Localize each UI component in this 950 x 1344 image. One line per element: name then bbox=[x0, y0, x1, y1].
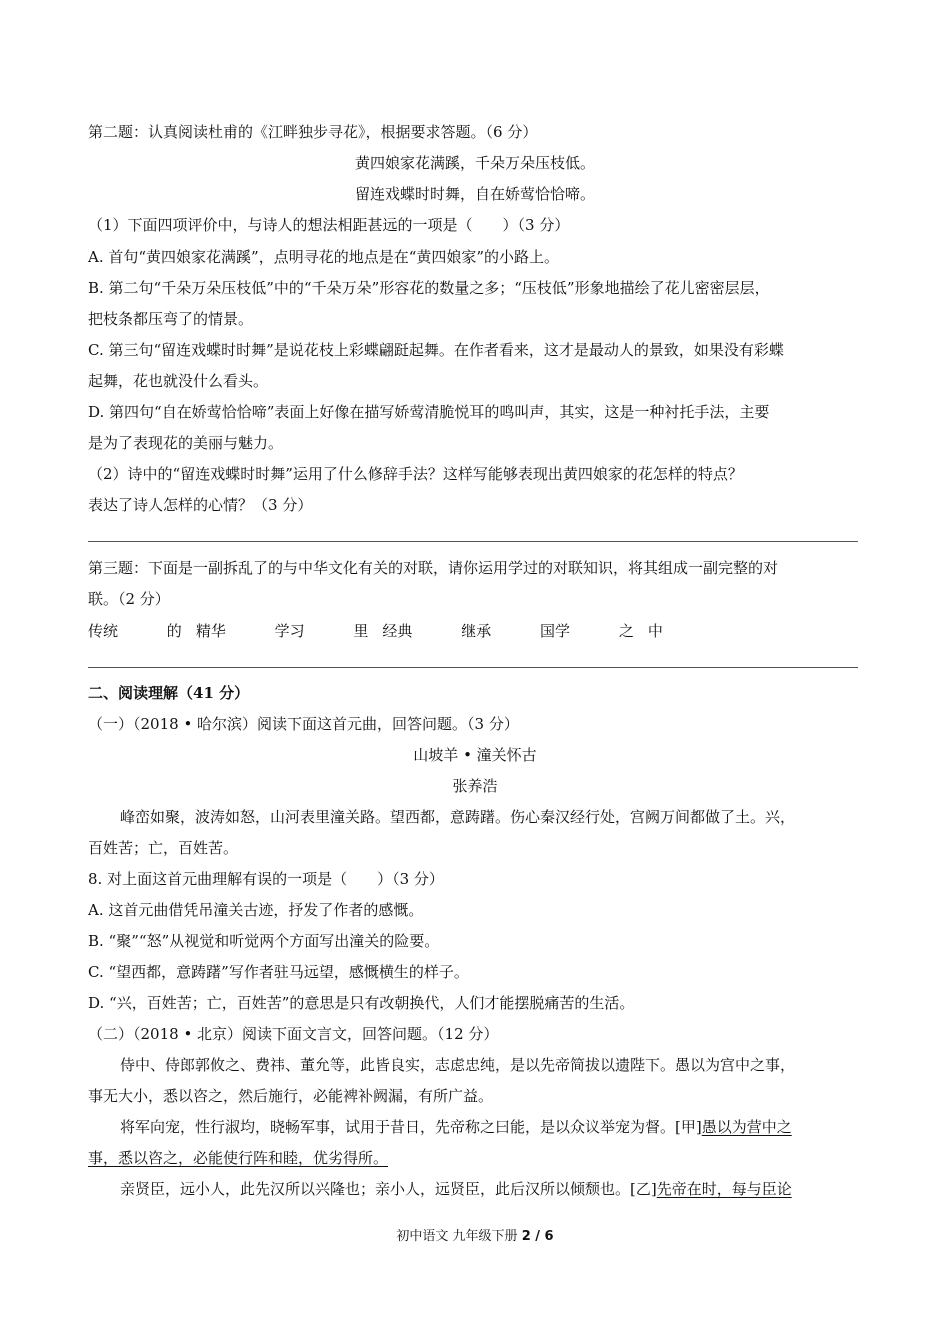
wy-p2-line1 bbox=[120, 1117, 792, 1137]
q3-word: 继承 bbox=[461, 622, 492, 640]
q3-word: 经典 bbox=[382, 622, 413, 640]
section2-heading: 二、阅读理解（41 分） bbox=[88, 684, 250, 702]
wy-p2-line2-underlined: 事，悉以咨之，必能使行阵和睦，优劣得所。 bbox=[88, 1149, 389, 1167]
q3-word: 中 bbox=[647, 622, 663, 640]
wy-p2-underlined-jia: 愚以为营中之 bbox=[701, 1118, 792, 1136]
q2-title: 第二题：认真阅读杜甫的《江畔独步寻花》，根据要求答题。（6 分） bbox=[88, 123, 538, 141]
poem-line-1: 黄四娘家花满蹊，千朵万朵压枝低。 bbox=[354, 154, 595, 172]
qu-author: 张养浩 bbox=[452, 777, 498, 795]
q3-word: 之 bbox=[618, 622, 634, 640]
qu-text-line2: 百姓苦；亡，百姓苦。 bbox=[88, 839, 239, 857]
wy-p3-underlined-yi: 先帝在时，每与臣论 bbox=[656, 1180, 792, 1198]
q8-option-c: C. “望西都，意踌躇”写作者驻马远望，感慨横生的样子。 bbox=[88, 963, 469, 981]
part2-intro: （二）（2018 • 北京）阅读下面文言文，回答问题。（12 分） bbox=[88, 1025, 499, 1043]
wy-p1-line1: 侍中、侍郎郭攸之、费祎、董允等，此皆良实，志虑忠纯，是以先帝简拔以遗陛下。愚以为宫中之事， bbox=[120, 1056, 796, 1074]
q2-option-b-line2: 把枝条都压弯了的情景。 bbox=[88, 310, 254, 328]
q2-option-a: A. 首句“黄四娘家花满蹊”，点明寻花的地点是在“黄四娘家”的小路上。 bbox=[88, 248, 560, 266]
q2-option-c-line2: 起舞，花也就没什么看头。 bbox=[88, 372, 269, 390]
q3-title-line1: 第三题：下面是一副拆乱了的与中华文化有关的对联，请你运用学过的对联知识，将其组成一副完整的对 bbox=[88, 559, 779, 577]
qu-title: 山坡羊 • 潼关怀古 bbox=[413, 746, 537, 764]
q3-word: 国学 bbox=[540, 622, 571, 640]
q3-title-line2: 联。（2 分） bbox=[88, 590, 170, 608]
q3-word: 学习 bbox=[274, 622, 305, 640]
answer-line-q2 bbox=[88, 541, 858, 542]
q2-sub1: （1）下面四项评价中，与诗人的想法相距甚远的一项是（ ）（3 分） bbox=[88, 216, 570, 234]
q8-stem: 8. 对上面这首元曲理解有误的一项是（ ）（3 分） bbox=[88, 870, 444, 888]
wy-p2-text: 将军向宠，性行淑均，晓畅军事，试用于昔日，先帝称之曰能，是以众议举宠为督。[甲] bbox=[120, 1118, 702, 1136]
q3-word-list bbox=[88, 621, 707, 641]
q2-option-b-line1: B. 第二句“千朵万朵压枝低”中的“千朵万朵”形容花的数量之多；“压枝低”形象地描绘了花儿密密层层， bbox=[88, 279, 770, 297]
q3-word: 的 bbox=[166, 622, 182, 640]
poem-line-2: 留连戏蝶时时舞，自在娇莺恰恰啼。 bbox=[354, 185, 595, 203]
q3-word: 传统 bbox=[88, 622, 119, 640]
footer-label: 初中语文 九年级下册 bbox=[396, 1229, 518, 1244]
q2-option-d-line2: 是为了表现花的美丽与魅力。 bbox=[88, 434, 284, 452]
page-number: 2 / 6 bbox=[521, 1229, 554, 1244]
wy-p1-line2: 事无大小，悉以咨之，然后施行，必能裨补阙漏，有所广益。 bbox=[88, 1087, 494, 1105]
q3-word: 精华 bbox=[195, 622, 226, 640]
wy-p3-line1 bbox=[120, 1179, 792, 1199]
qu-text-line1: 峰峦如聚，波涛如怒，山河表里潼关路。望西都，意踌躇。伤心秦汉经行处，宫阙万间都做了土。兴， bbox=[120, 808, 796, 826]
q2-option-c-line1: C. 第三句“留连戏蝶时时舞”是说花枝上彩蝶翩跹起舞。在作者看来，这才是最动人的景致，如果没有彩蝶 bbox=[88, 341, 784, 359]
answer-line-q3 bbox=[88, 667, 858, 668]
wy-p3-text: 亲贤臣，远小人，此先汉所以兴隆也；亲小人，远贤臣，此后汉所以倾颓也。[乙] bbox=[120, 1180, 657, 1198]
q8-option-b: B. “聚”“怒”从视觉和听觉两个方面写出潼关的险要。 bbox=[88, 932, 440, 950]
q2-option-d-line1: D. 第四句“自在娇莺恰恰啼”表面上好像在描写娇莺清脆悦耳的鸣叫声，其实，这是一种衬托手法，主要 bbox=[88, 403, 770, 421]
q2-sub2-line2: 表达了诗人怎样的心情？（3 分） bbox=[88, 496, 313, 514]
q8-option-a: A. 这首元曲借凭吊潼关古迹，抒发了作者的感慨。 bbox=[88, 901, 424, 919]
q3-word: 里 bbox=[353, 622, 369, 640]
part1-intro: （一）（2018 • 哈尔滨）阅读下面这首元曲，回答问题。（3 分） bbox=[88, 715, 519, 733]
q2-sub2-line1: （2）诗中的“留连戏蝶时时舞”运用了什么修辞手法？这样写能够表现出黄四娘家的花怎样的特点？ bbox=[88, 465, 743, 483]
page-footer bbox=[0, 1228, 950, 1246]
q8-option-d: D. “兴，百姓苦；亡，百姓苦”的意思是只有改朝换代，人们才能摆脱痛苦的生活。 bbox=[88, 994, 635, 1012]
